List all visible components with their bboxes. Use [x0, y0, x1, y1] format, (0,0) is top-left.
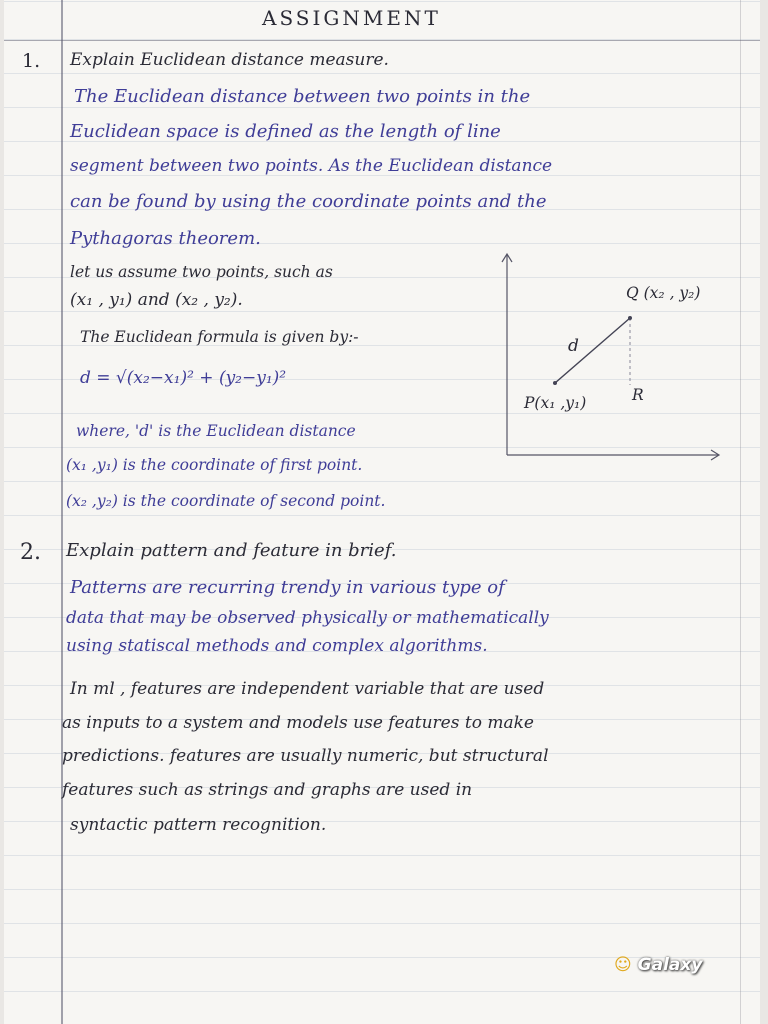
- euclidean-formula: d = √(x₂−x₁)² + (y₂−y₁)²: [80, 368, 287, 388]
- point-r-label: R: [632, 386, 644, 404]
- smiley-sunglasses-icon: ☺: [614, 955, 632, 975]
- q2-para2-line: as inputs to a system and models use features to make: [62, 713, 534, 733]
- q2-number: 2.: [20, 540, 41, 565]
- q2-question: Explain pattern and feature in brief.: [66, 540, 397, 561]
- distance-segment: [555, 318, 630, 383]
- where-line: (x₁ ,y₁) is the coordinate of first point.: [66, 456, 363, 474]
- distance-label: d: [568, 336, 579, 356]
- q1-answer-line: can be found by using the coordinate points and the: [70, 191, 547, 212]
- q2-para2-line: features such as strings and graphs are used in: [62, 780, 473, 800]
- notebook-page: [4, 0, 760, 1024]
- margin-line: [61, 0, 63, 1024]
- q2-para1-line: data that may be observed physically or mathematically: [66, 608, 549, 628]
- q1-answer-line: segment between two points. As the Euclidean distance: [70, 156, 553, 176]
- where-line: where, 'd' is the Euclidean distance: [76, 422, 356, 440]
- point-p-label: P(x₁ ,y₁): [524, 394, 587, 412]
- point-q-label: Q (x₂ , y₂): [626, 284, 701, 302]
- point-q-marker: [628, 316, 632, 320]
- point-p-marker: [553, 381, 557, 385]
- watermark-text: Galaxy: [637, 955, 703, 975]
- galaxy-watermark: [614, 955, 702, 975]
- q1-number: 1.: [22, 50, 41, 72]
- page-title: ASSIGNMENT: [262, 6, 441, 30]
- q1-answer-line: Euclidean space is defined as the length of line: [70, 121, 501, 142]
- assume-line: let us assume two points, such as: [70, 263, 333, 281]
- q2-para2-line: In ml , features are independent variable that are used: [70, 679, 545, 699]
- q2-para2-line: predictions. features are usually numeric, but structural: [62, 746, 549, 766]
- q2-para1-line: using statiscal methods and complex algorithms.: [66, 636, 488, 656]
- right-margin-line: [740, 0, 741, 1024]
- distance-graph: [480, 250, 730, 470]
- formula-intro: The Euclidean formula is given by:-: [80, 328, 359, 346]
- q2-para2-line: syntactic pattern recognition.: [70, 815, 327, 835]
- q1-answer-line: Pythagoras theorem.: [70, 228, 261, 249]
- q1-answer-line: The Euclidean distance between two points in the: [74, 86, 531, 107]
- assume-line: (x₁ , y₁) and (x₂ , y₂).: [70, 290, 243, 310]
- q1-question: Explain Euclidean distance measure.: [70, 50, 389, 70]
- header-line: [4, 40, 760, 41]
- q2-para1-line: Patterns are recurring trendy in various type of: [70, 577, 505, 598]
- where-line: (x₂ ,y₂) is the coordinate of second point.: [66, 492, 386, 510]
